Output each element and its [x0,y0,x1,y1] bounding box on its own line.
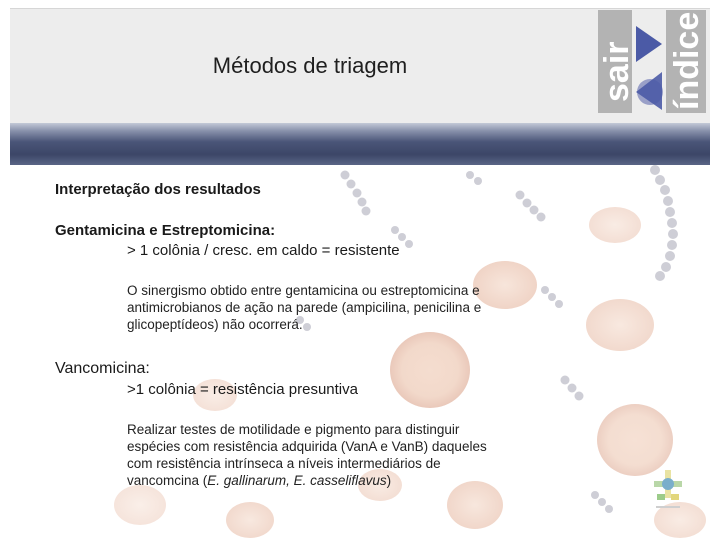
vancomycin-heading: Vancomicina: [55,360,150,377]
page-title: Métodos de triagem [212,53,408,78]
ministry-health-logo-icon [648,468,688,512]
vancomycin-note [127,421,487,489]
note-line: espécies com resistência adquirida (VanA e VanB) daqueles [127,439,487,454]
note-line: com resistência intrínseca a níveis intermediários de [127,456,441,471]
note-suffix: ) [386,473,392,488]
index-label: índice [668,11,706,110]
note-line [127,472,487,489]
note-line: glicopeptídeos) não ocorrerá. [127,317,303,332]
gentamicin-rule: > 1 colônia / cresc. em caldo = resistente [127,242,400,259]
exit-label: sair [598,41,636,102]
gentamicin-heading: Gentamicina e Estreptomicina: [55,222,276,239]
note-prefix: vancomcina ( [127,473,208,488]
species-names: E. gallinarum, E. casseliflavus [207,473,387,488]
gentamicin-note [127,282,481,333]
note-line: Realizar testes de motilidade e pigmento para distinguir [127,422,460,437]
section-heading: Interpretação dos resultados [55,181,261,198]
note-line: O sinergismo obtido entre gentamicina ou estreptomicina e [127,283,480,298]
note-line: antimicrobianos de ação na parede (ampicilina, penicilina e [127,300,482,315]
vancomycin-rule: >1 colônia = resistência presuntiva [127,381,358,398]
